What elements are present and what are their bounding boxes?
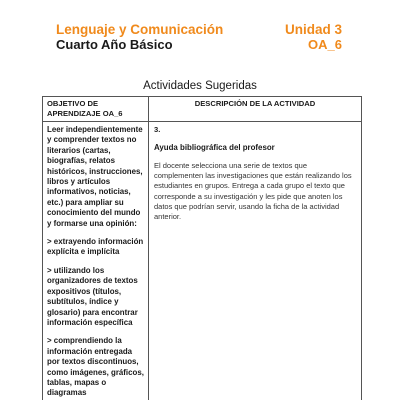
activity-cell (149, 122, 362, 400)
table-row (43, 122, 362, 400)
grade-title: Cuarto Año Básico (56, 37, 173, 52)
objective-bullet: > utilizando los organizadores de textos expositivos (títulos, subtítulos, índice y glosario) para encontrar información específica (47, 265, 138, 327)
objective-bullet: > extrayendo información explícita e implícita (47, 237, 144, 257)
table-header-row (43, 97, 362, 122)
header-left (56, 22, 223, 52)
unit-label: Unidad 3 (284, 22, 342, 37)
activity-title: Ayuda bibliográfica del profesor (154, 143, 275, 152)
subject-title: Lenguaje y Comunicación (56, 22, 224, 37)
activity-number: 3. (154, 125, 161, 134)
objective-column-header: OBJETIVO DE APRENDIZAJE OA_6 (43, 97, 149, 122)
activities-table (42, 96, 362, 400)
activity-description: El docente selecciona una serie de textos que complementen las investigaciones que están realizando los estudiantes en grupos. Entrega a cada grupo el texto que corresponde a su investigación y les pide que anoten los datos que podrían servir, usando la ficha de la actividad anterior. (154, 161, 352, 222)
header-right (285, 22, 342, 52)
objective-text: Leer independientemente y comprender textos no literarios (cartas, biografías, relatos históricos, instrucciones, libros y artículos informativos, noticias, etc.) para ampliar su conocimiento del mundo y formarse una opinión: (47, 125, 143, 228)
objective-cell (43, 122, 149, 400)
section-title: Actividades Sugeridas (143, 80, 257, 92)
description-column-header: DESCRIPCIÓN DE LA ACTIVIDAD (149, 97, 362, 122)
page-header (56, 22, 342, 56)
objective-code: OA_6 (308, 37, 342, 52)
objective-bullet: > comprendiendo la información entregada por textos discontinuos, como imágenes, gráficos, tablas, mapas o diagramas (47, 336, 144, 398)
